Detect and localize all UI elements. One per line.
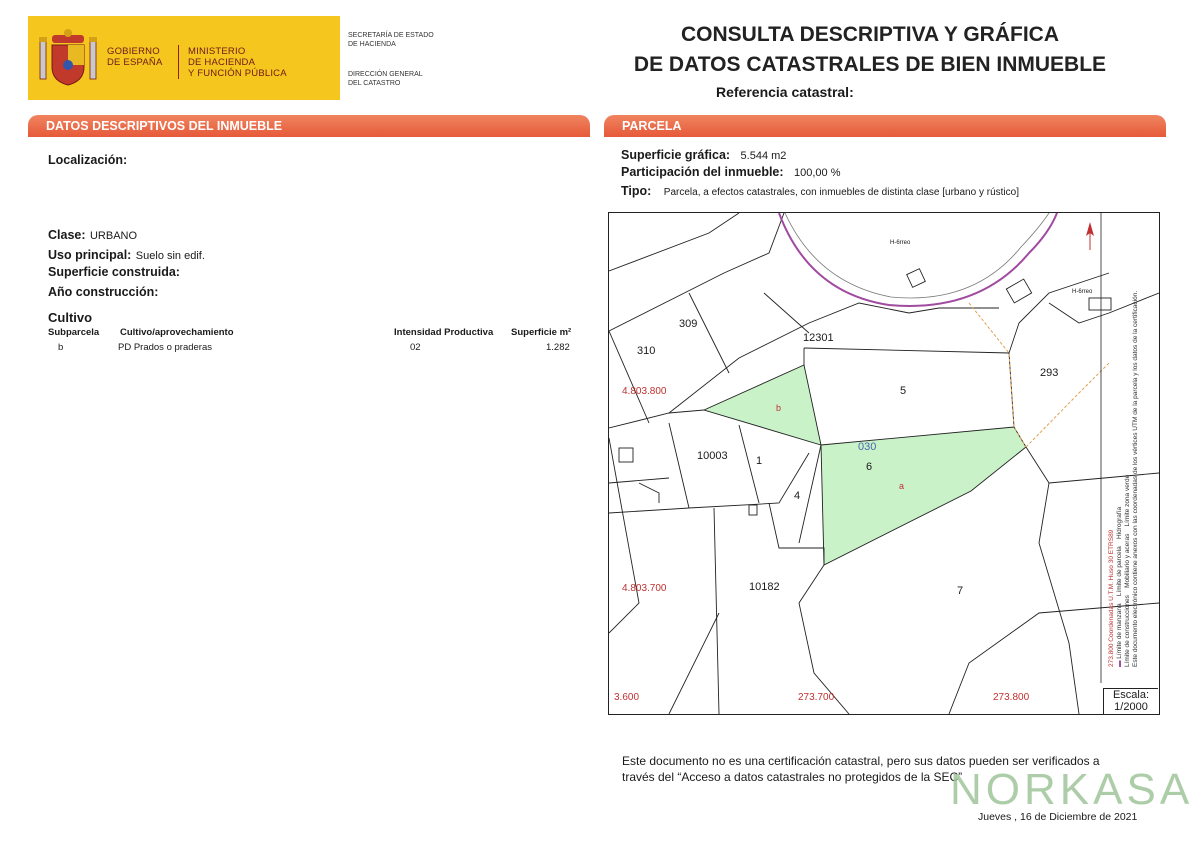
- superficie-grafica-field: [621, 146, 786, 164]
- parcel-label-1: 1: [756, 455, 763, 467]
- tipo-label: Tipo:: [621, 184, 652, 198]
- place-label-horreo-1: H-6rreo: [890, 240, 911, 246]
- uso-field: [48, 246, 205, 264]
- table-header-subparcela: Subparcela: [48, 327, 100, 338]
- legend-hidrografia: Hidrografía: [1116, 506, 1123, 540]
- superficie-grafica-label: Superficie gráfica:: [621, 148, 731, 162]
- subparcel-b: [704, 365, 821, 445]
- parcela-bar: PARCELA: [604, 115, 1166, 137]
- document-date: Jueves , 16 de Diciembre de 2021: [978, 811, 1138, 823]
- legend-limite-parcela: Límite de parcela: [1116, 546, 1123, 597]
- cultivo-title: Cultivo: [48, 310, 93, 325]
- legend-zona-verde: Límite zona verde: [1124, 474, 1131, 527]
- participacion-label: Participación del inmueble:: [621, 165, 784, 179]
- parcel-label-293: 293: [1040, 367, 1059, 379]
- coord-label-x2: 273.800: [993, 692, 1030, 703]
- parcel-label-5: 5: [900, 385, 907, 397]
- legend-mobiliario: Mobiliario y aceras: [1124, 533, 1131, 588]
- legend-coordinates: 273.800 Coordenadas U.T.M. Huso 30 ETRS89: [1108, 529, 1115, 667]
- datos-descriptivos-bar: DATOS DESCRIPTIVOS DEL INMUEBLE: [28, 115, 590, 137]
- superficie-grafica-value: 5.544 m2: [740, 150, 787, 162]
- parcel-label-4: 4: [794, 490, 801, 502]
- place-label-horreo-2: H-6rreo: [1072, 289, 1093, 295]
- tipo-value: Parcela, a efectos catastrales, con inmuebles de distinta clase [urbano y rústico]: [663, 187, 1019, 198]
- coat-of-arms-icon: [38, 27, 98, 89]
- parcel-label-7: 7: [957, 585, 964, 597]
- participacion-field: [621, 163, 840, 181]
- parcel-label-6: 6: [866, 461, 873, 473]
- coord-label-y1: 4.803.800: [622, 386, 667, 397]
- anio-construccion-label: Año construcción:: [48, 285, 159, 299]
- table-header-superficie: Superficie m²: [511, 327, 572, 338]
- parcel-label-10182: 10182: [749, 581, 780, 593]
- subparcel-label-b: b: [776, 403, 782, 413]
- parcel-label-309: 309: [679, 318, 698, 330]
- block-label-030: 030: [858, 441, 877, 453]
- map-legend-text: 273.800 Coordenadas U.T.M. Huso 30 ETRS89 ▬ Límite de manzana Límite de parcela Hidrografía Límite de construcciones Mobiliario y aceras Límite zona verde Este documento electrónico contiene anexos con las coordenadas de los vértices UTM de la parcela y los datos de la certificación.: [1108, 227, 1140, 667]
- uso-value: Suelo sin edif.: [135, 250, 205, 262]
- participacion-value: 100,00 %: [794, 167, 841, 179]
- table-cell-cultivo: PD Prados o praderas: [118, 342, 212, 353]
- clase-value: URBANO: [89, 230, 138, 242]
- legend-limite-construcciones: Límite de construcciones: [1124, 595, 1131, 667]
- direccion-text: DIRECCIÓN GENERAL DEL CATASTRO: [348, 71, 423, 87]
- parcel-label-12301: 12301: [803, 332, 834, 344]
- uso-label: Uso principal:: [48, 248, 132, 262]
- scale-value: 1/2000: [1114, 701, 1148, 713]
- localizacion-label: Localización:: [48, 153, 128, 167]
- parcel-label-310: 310: [637, 345, 656, 357]
- legend-limite-manzana: Límite de manzana: [1116, 603, 1123, 659]
- map-scale: [1103, 688, 1158, 714]
- disclaimer-text: Este documento no es una certificación catastral, pero sus datos pueden ser verificados a través del “Acceso a datos catastrales no protegidos de la SEC”: [622, 754, 1100, 784]
- gobierno-text: GOBIERNO DE ESPAÑA: [107, 46, 163, 68]
- parcel-label-10003: 10003: [697, 450, 728, 462]
- clase-label: Clase:: [48, 228, 86, 242]
- table-header-cultivo: Cultivo/aprovechamiento: [120, 327, 234, 338]
- coord-label-y2: 4.803.700: [622, 583, 667, 594]
- subparcel-label-a: a: [899, 481, 905, 491]
- table-cell-subparcela: b: [58, 342, 64, 353]
- clase-field: [48, 226, 137, 244]
- north-arrow-icon: [1082, 222, 1098, 252]
- tipo-field: [621, 182, 1019, 200]
- table-cell-superficie: 1.282: [546, 342, 570, 353]
- legend-note: Este documento electrónico contiene anexos con las coordenadas de los vértices UTM de la parcela y los datos de la certificación.: [1132, 290, 1139, 667]
- superficie-construida-label: Superficie construida:: [48, 265, 180, 279]
- document-title: CONSULTA DESCRIPTIVA Y GRÁFICA DE DATOS CATASTRALES DE BIEN INMUEBLE: [633, 23, 1107, 76]
- ministerio-text: MINISTERIO DE HACIENDA Y FUNCIÓN PÚBLICA: [188, 46, 287, 79]
- referencia-catastral-label: Referencia catastral:: [716, 84, 854, 100]
- subparcel-a: [821, 427, 1026, 565]
- header-divider: [178, 45, 179, 79]
- scale-label: Escala:: [1112, 689, 1150, 701]
- norkasa-watermark: NORKASA: [950, 765, 1194, 814]
- table-header-intensidad: Intensidad Productiva: [394, 327, 494, 338]
- coord-label-x1: 273.700: [798, 692, 835, 703]
- table-cell-intensidad: 02: [410, 342, 421, 353]
- coord-label-x0: 3.600: [614, 692, 640, 703]
- secretaria-text: SECRETARÍA DE ESTADO DE HACIENDA: [348, 32, 434, 48]
